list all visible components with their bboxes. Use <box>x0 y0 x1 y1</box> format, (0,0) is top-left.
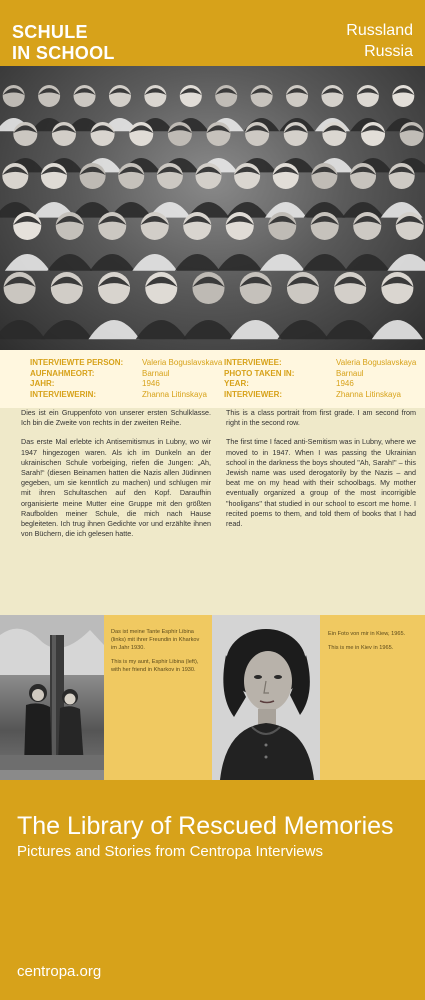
child-figure <box>260 254 305 271</box>
child-figure <box>90 254 135 271</box>
info-label: JAHR: <box>30 379 55 388</box>
child-figure <box>5 254 50 271</box>
child-figure <box>217 254 262 271</box>
library-subtitle: Pictures and Stories from Centropa Interviews <box>17 843 323 860</box>
child-figure <box>183 320 234 339</box>
story-paragraph: This is a class portrait from first grade. I am second from right in the second row. <box>226 408 416 428</box>
child-figure <box>387 254 425 271</box>
website-link[interactable]: centropa.org <box>17 963 102 980</box>
country-english: Russia <box>364 43 413 60</box>
info-label: INTERVIEWER: <box>224 389 283 399</box>
info-value: 1946 <box>336 379 354 388</box>
title-german: SCHULE <box>12 22 88 42</box>
child-figure <box>302 254 347 271</box>
info-value: Zhanna Litinskaya <box>142 389 207 399</box>
info-label: AUFNAHMEORT: <box>30 368 95 378</box>
child-figure <box>47 254 92 271</box>
caption-german: Ein Foto von mir in Kiew, 1965. <box>328 631 406 637</box>
info-values-german <box>142 358 222 400</box>
info-value: Zhanna Litinskaya <box>336 389 401 399</box>
interview-info <box>0 350 425 408</box>
info-label: YEAR: <box>224 379 249 388</box>
info-value: Valeria Boguslavskaya <box>336 358 417 367</box>
story-paragraph: Das erste Mal erlebte ich Antisemitismus in Lubny, wo wir 1947 hingezogen waren. Als ich im Dunkeln an der ukrainischen Schule vorbeiging, riefen die Jungen: „Ah, Sarah!“ (diesen Beinamen hatten die Nazis allen Jüdinnen gegeben, um sie kenntlich zu machen) und schlugen mir mit ihren Schultaschen auf den Kopf. Daraufhin organisierte meine Mutter eine Gruppe mit den größten Raufbolden meiner Schule, die mich nach Hause begleiteten. Ich trug ihnen Gedichte vor und erzählte ihnen von Büchern, die ich gelesen hatte. <box>21 437 211 539</box>
story-paragraph: The first time I faced anti-Semitism was in Lubny, where we moved to in 1947. When I was passing the Ukrainian school in the darkness the boys shouted "Ah, Sarah!" – this Jewish name was used derogatorily by the Nazis – and beat me on my head with their schoolbags. My mother eventually organized a group of the most incorrigible "hooligans" that studied in our school to escort me home. I recited poems to them, and told them of books that I had read. <box>226 437 416 529</box>
story-german <box>21 408 211 548</box>
info-value: 1946 <box>142 379 160 388</box>
info-values-english <box>336 358 416 400</box>
aunt-photo <box>0 615 104 780</box>
caption-english: This is me in Kiev in 1965. <box>328 645 394 651</box>
class-portrait-illustration <box>0 66 425 350</box>
title-english: IN SCHOOL <box>12 43 115 63</box>
info-label: PHOTO TAKEN IN: <box>224 368 295 378</box>
caption-german: Das ist meine Tante Esphir Libina (links) mit ihrer Freundin in Kharkov im Jahr 1930. <box>111 629 200 651</box>
kiev-portrait-photo <box>212 615 320 780</box>
info-label: INTERVIEWTE PERSON: <box>30 358 124 367</box>
child-figure <box>88 320 139 339</box>
child-figure <box>0 320 45 339</box>
country-german: Russland <box>346 22 413 39</box>
child-figure <box>372 320 423 339</box>
footer <box>0 780 425 1000</box>
secondary-photos <box>0 615 425 780</box>
info-value: Barnaul <box>336 368 364 378</box>
class-portrait-photo <box>0 66 425 350</box>
kiev-portrait-illustration <box>212 615 320 780</box>
header-bar <box>0 0 425 66</box>
aunt-photo-caption <box>111 628 206 680</box>
info-label: INTERVIEWEE: <box>224 358 282 367</box>
child-figure <box>345 254 390 271</box>
kiev-photo-caption <box>328 630 423 658</box>
info-label: INTERVIEWERIN: <box>30 389 97 399</box>
info-labels-german <box>30 358 123 400</box>
child-figure <box>132 254 177 271</box>
child-figure <box>325 320 376 339</box>
story-paragraph: Dies ist ein Gruppenfoto von unserer ersten Schulklasse. Ich bin die Zweite von rechts in der zweiten Reihe. <box>21 408 211 428</box>
story-section <box>0 408 425 615</box>
child-figure <box>230 320 281 339</box>
aunt-photo-illustration <box>0 615 104 780</box>
info-value: Barnaul <box>142 368 170 378</box>
child-figure <box>175 254 220 271</box>
child-figure <box>41 320 92 339</box>
info-labels-english <box>224 358 294 400</box>
story-english <box>226 408 416 538</box>
child-figure <box>136 320 187 339</box>
child-figure <box>277 320 328 339</box>
info-value: Valeria Boguslavskava <box>142 358 223 367</box>
library-title: The Library of Rescued Memories <box>17 812 394 840</box>
caption-english: This is my aunt, Esphir Libina (left), with her friend in Kharkov in 1930. <box>111 659 199 673</box>
